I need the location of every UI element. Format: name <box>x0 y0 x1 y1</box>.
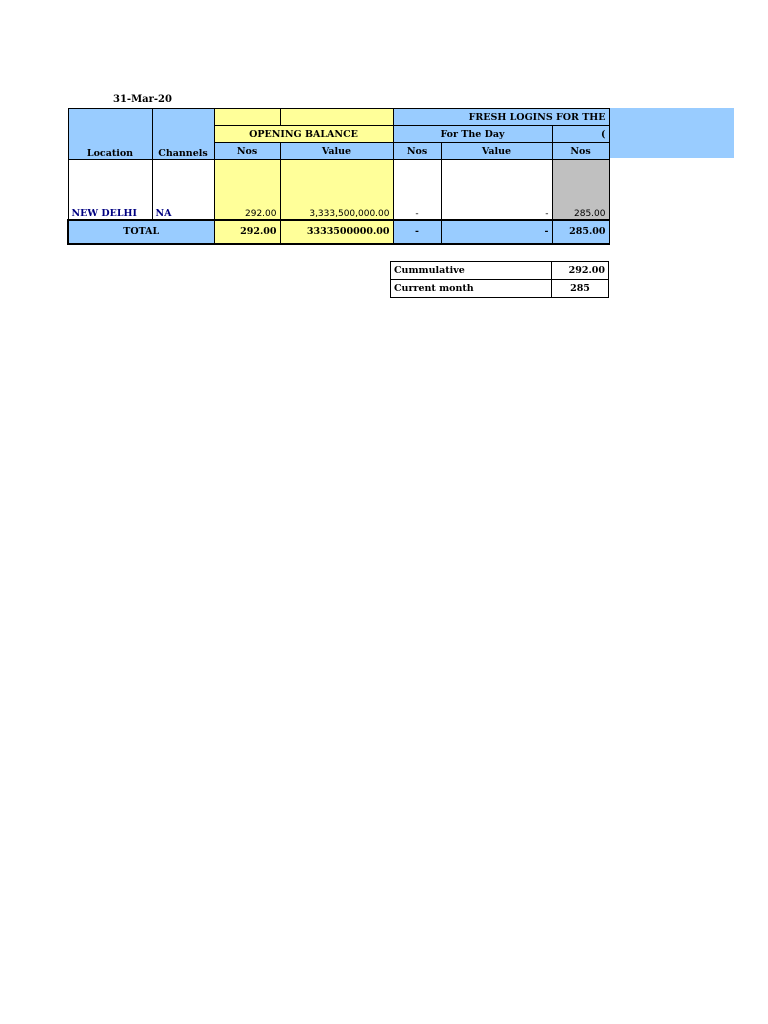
row-opening-value: 3,333,500,000.00 <box>280 160 393 220</box>
header-row-1 <box>68 109 609 126</box>
total-row <box>68 220 609 244</box>
summary-row-current-month <box>391 280 609 298</box>
summary-value: 285 <box>552 280 609 298</box>
opening-nos-header: Nos <box>214 143 280 160</box>
day-nos-header: Nos <box>393 143 441 160</box>
row-next-nos: 285.00 <box>552 160 609 220</box>
summary-value: 292.00 <box>552 262 609 280</box>
total-opening-nos: 292.00 <box>214 220 280 244</box>
opening-blank-cell-1 <box>214 109 280 126</box>
total-label: TOTAL <box>68 220 214 244</box>
row-opening-nos: 292.00 <box>214 160 280 220</box>
header-overflow-band <box>608 108 734 158</box>
logins-table <box>67 108 610 245</box>
opening-blank-cell-2 <box>280 109 393 126</box>
next-nos-header: Nos <box>552 143 609 160</box>
day-value-header: Value <box>441 143 552 160</box>
opening-value-header: Value <box>280 143 393 160</box>
location-header: Location <box>86 148 134 159</box>
total-day-value: - <box>441 220 552 244</box>
total-next-nos: 285.00 <box>552 220 609 244</box>
report-date: 31-Mar-20 <box>113 94 172 105</box>
fresh-logins-title: FRESH LOGINS FOR THE <box>393 109 609 126</box>
summary-row-cumulative <box>391 262 609 280</box>
partial-header: ( <box>552 126 609 143</box>
row-location: NEW DELHI <box>68 160 152 220</box>
row-day-value: - <box>441 160 552 220</box>
summary-label: Cummulative <box>391 262 552 280</box>
channels-header-cell <box>152 109 214 160</box>
table-row <box>68 160 609 220</box>
opening-balance-header: OPENING BALANCE <box>214 126 393 143</box>
row-day-nos: - <box>393 160 441 220</box>
total-day-nos: - <box>393 220 441 244</box>
summary-label: Current month <box>391 280 552 298</box>
location-header-cell <box>68 109 152 160</box>
summary-table <box>390 261 609 298</box>
total-opening-value: 3333500000.00 <box>280 220 393 244</box>
row-channel: NA <box>152 160 214 220</box>
for-the-day-header: For The Day <box>393 126 552 143</box>
channels-header: Channels <box>158 148 208 159</box>
